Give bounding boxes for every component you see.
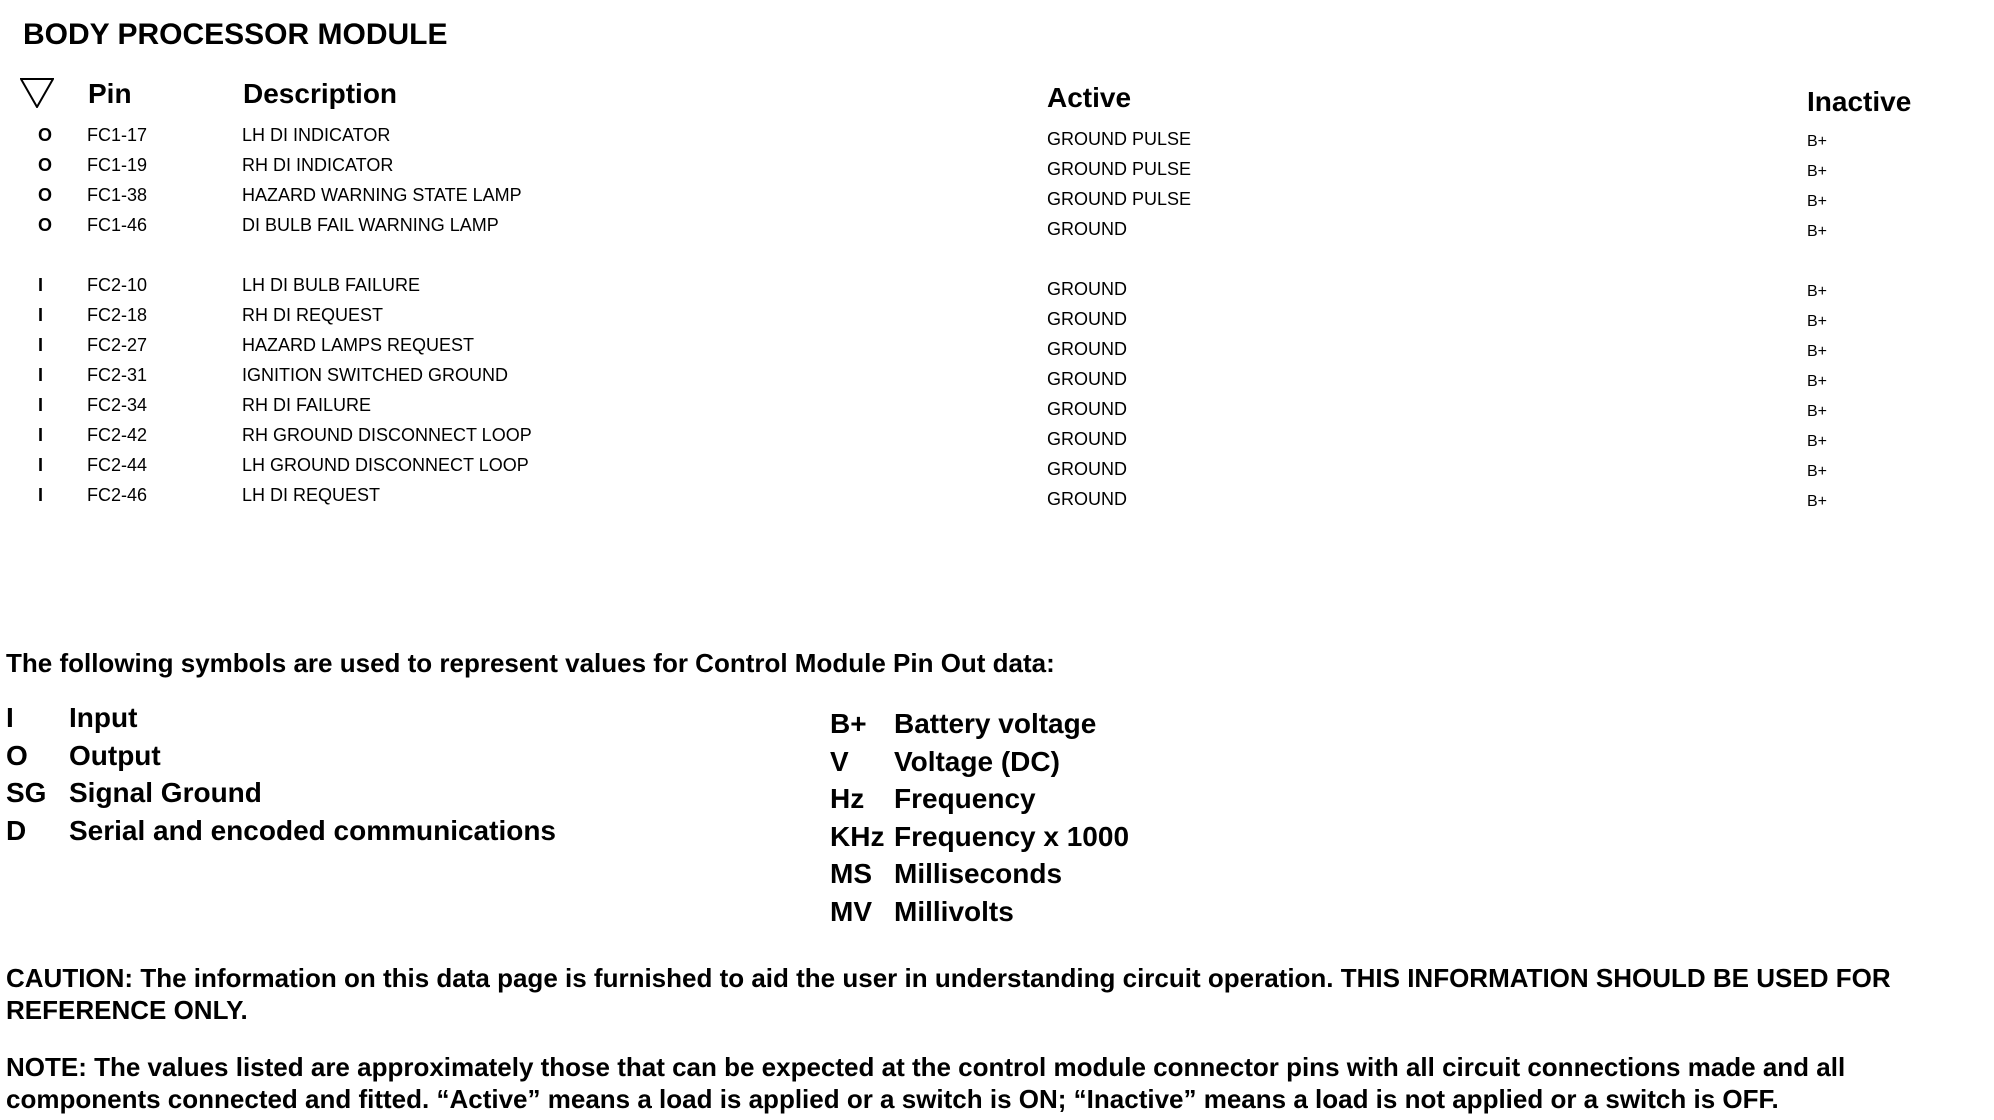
page-title: BODY PROCESSOR MODULE (23, 18, 448, 51)
row-inactive: B+ (1807, 223, 1828, 240)
row-pin: FC2-27 (87, 335, 148, 355)
table-row (0, 185, 1994, 215)
row-direction: O (38, 185, 53, 205)
row-active: GROUND (1047, 309, 1127, 329)
legend-meaning: Frequency (894, 783, 1036, 814)
legend-symbol: MV (830, 895, 872, 927)
legend-symbol: SG (6, 777, 47, 808)
legend-meaning: Frequency x 1000 (894, 820, 1130, 852)
row-pin: FC2-46 (87, 485, 148, 505)
row-pin: FC1-46 (87, 215, 148, 235)
row-description: IGNITION SWITCHED GROUND (242, 365, 508, 385)
legend-symbol: MS (830, 858, 872, 889)
table-row (0, 215, 1994, 245)
row-active: GROUND (1047, 279, 1127, 299)
row-inactive: B+ (1807, 403, 1828, 420)
legend-meaning: Signal Ground (69, 777, 262, 808)
row-description: HAZARD WARNING STATE LAMP (242, 185, 522, 205)
header-description: Description (243, 78, 398, 109)
row-direction: I (38, 425, 44, 445)
row-pin: FC2-42 (87, 425, 148, 445)
row-direction: I (38, 305, 44, 325)
row-direction: O (38, 125, 53, 145)
legend-meaning: Output (69, 739, 161, 771)
legend-intro: The following symbols are used to represent values for Control Module Pin Out data: (6, 648, 1055, 678)
row-direction: I (38, 365, 44, 385)
row-inactive: B+ (1807, 493, 1828, 510)
row-pin: FC1-17 (87, 125, 148, 145)
row-inactive: B+ (1807, 463, 1828, 480)
row-active: GROUND (1047, 459, 1127, 479)
table-row (0, 395, 1994, 425)
row-description: HAZARD LAMPS REQUEST (242, 335, 475, 355)
row-active: GROUND (1047, 339, 1127, 359)
table-row (0, 425, 1994, 455)
row-description: RH GROUND DISCONNECT LOOP (242, 425, 532, 445)
row-description: LH DI REQUEST (242, 485, 381, 505)
legend-symbol: O (6, 739, 28, 771)
row-inactive: B+ (1807, 163, 1828, 180)
row-description: LH DI BULB FAILURE (242, 275, 421, 295)
table-row (0, 125, 1994, 155)
row-description: RH DI FAILURE (242, 395, 372, 415)
legend-meaning: Millivolts (894, 895, 1014, 927)
legend-meaning: Battery voltage (894, 708, 1097, 739)
row-inactive: B+ (1807, 433, 1828, 450)
header-active: Active (1047, 82, 1132, 113)
legend-meaning: Milliseconds (894, 858, 1063, 889)
legend-symbol: B+ (830, 708, 867, 739)
legend-symbol: V (830, 745, 849, 777)
row-active: GROUND PULSE (1047, 189, 1192, 209)
row-active: GROUND (1047, 399, 1127, 419)
row-active: GROUND (1047, 429, 1127, 449)
row-pin: FC2-31 (87, 365, 148, 385)
note-text: NOTE: The values listed are approximately those that can be expected at the control module connector pins with all circuit connections made and all components connected and fitted. “Active” means a load is applied or a switch is ON; “Inactive” means a load is not applied or a switch is OFF. (6, 1052, 1846, 1114)
row-inactive: B+ (1807, 133, 1828, 150)
row-inactive: B+ (1807, 343, 1828, 360)
row-inactive: B+ (1807, 283, 1828, 300)
legend-symbol: I (6, 702, 14, 733)
row-description: DI BULB FAIL WARNING LAMP (242, 215, 499, 235)
legend-meaning: Voltage (DC) (894, 745, 1060, 777)
row-direction: O (38, 155, 53, 175)
row-description: RH DI INDICATOR (242, 155, 394, 175)
row-direction: I (38, 485, 44, 505)
legend-symbol: Hz (830, 783, 865, 814)
header-pin: Pin (88, 78, 132, 109)
row-inactive: B+ (1807, 373, 1828, 390)
row-pin: FC2-18 (87, 305, 148, 325)
row-active: GROUND (1047, 489, 1127, 509)
row-active: GROUND (1047, 219, 1127, 239)
row-active: GROUND (1047, 369, 1127, 389)
row-description: LH DI INDICATOR (242, 125, 391, 145)
row-active: GROUND PULSE (1047, 129, 1192, 149)
caution-text: CAUTION: The information on this data page is furnished to aid the user in understanding circuit operation. THIS INFORMATION SHOULD BE USED FOR REFERENCE ONLY. (6, 963, 1891, 1025)
row-inactive: B+ (1807, 193, 1828, 210)
table-row (0, 275, 1994, 305)
header-inactive: Inactive (1807, 86, 1912, 117)
row-direction: O (38, 215, 53, 235)
table-row (0, 365, 1994, 395)
table-row (0, 155, 1994, 185)
table-row (0, 335, 1994, 365)
row-direction: I (38, 455, 44, 475)
row-pin: FC2-34 (87, 395, 148, 415)
direction-triangle-icon (20, 78, 54, 108)
row-inactive: B+ (1807, 313, 1828, 330)
row-active: GROUND PULSE (1047, 159, 1192, 179)
row-pin: FC1-19 (87, 155, 148, 175)
table-row (0, 455, 1994, 485)
row-pin: FC1-38 (87, 185, 148, 205)
table-row (0, 305, 1994, 335)
legend-meaning: Serial and encoded communications (69, 814, 557, 846)
row-direction: I (38, 335, 44, 355)
row-direction: I (38, 395, 44, 415)
row-description: RH DI REQUEST (242, 305, 384, 325)
row-direction: I (38, 275, 44, 295)
legend-symbol: D (6, 814, 27, 846)
legend-symbol: KHz (830, 820, 885, 852)
row-pin: FC2-44 (87, 455, 148, 475)
row-description: LH GROUND DISCONNECT LOOP (242, 455, 529, 475)
legend-meaning: Input (69, 702, 138, 733)
row-pin: FC2-10 (87, 275, 148, 295)
table-row (0, 485, 1994, 515)
